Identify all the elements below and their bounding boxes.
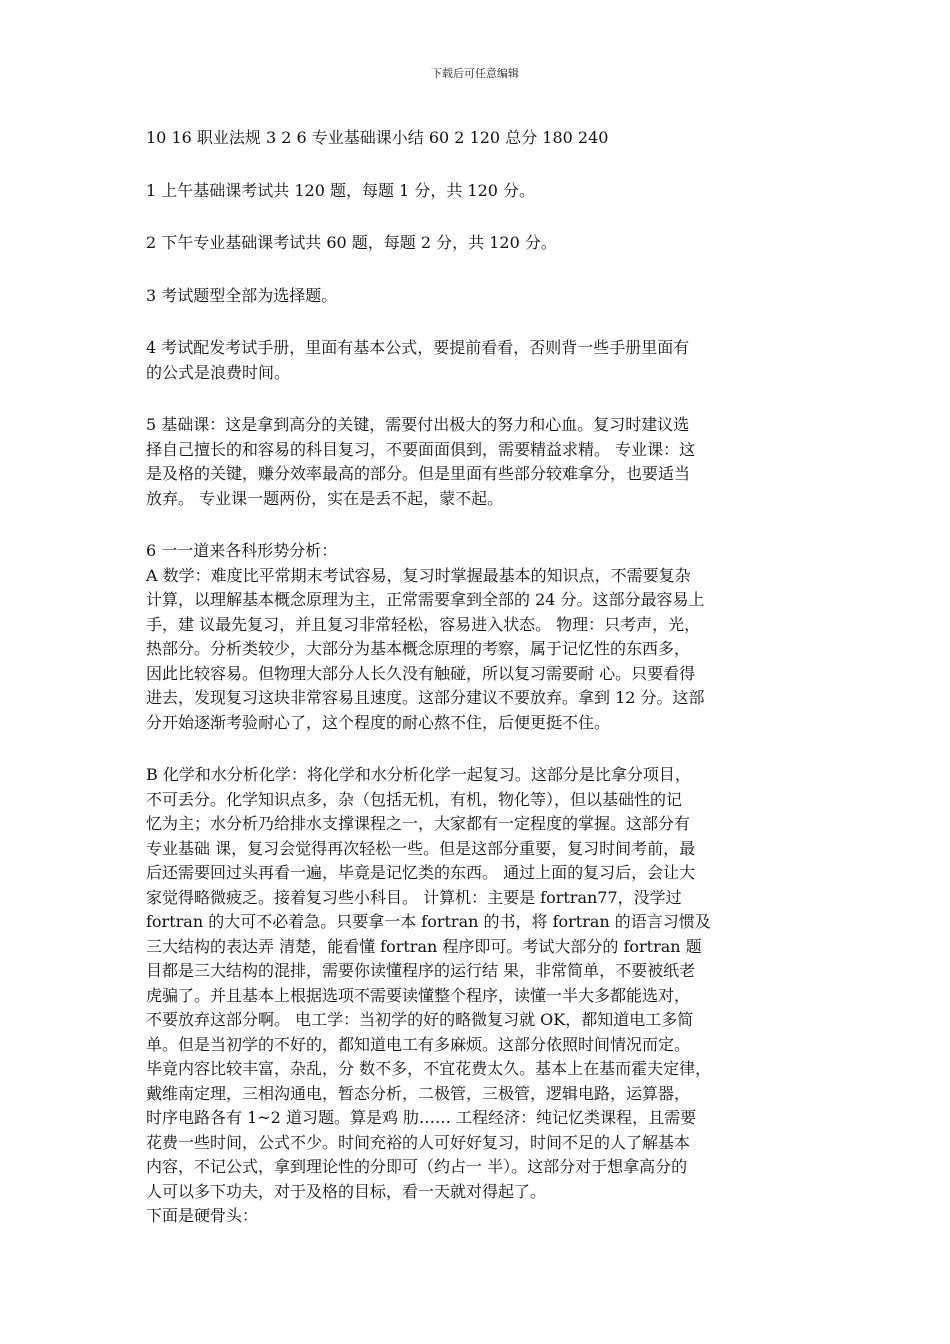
text-line: 忆为主；水分析乃给排水支撑课程之一，大家都有一定程度的掌握。这部分有 xyxy=(146,814,691,833)
text-line: 分开始逐渐考验耐心了，这个程度的耐心熬不住，后便更挺不住。 xyxy=(146,712,611,732)
text-line: 的公式是浪费时间。 xyxy=(146,362,291,382)
text-line: 10 16 职业法规 3 2 6 专业基础课小结 60 2 120 总分 180 240 xyxy=(146,128,609,147)
text-line: 5 基础课：这是拿到高分的关键，需要付出极大的努力和心血。复习时建议选 xyxy=(146,415,690,434)
text-line: 花费一些时间，公式不少。时间充裕的人可好好复习，时间不足的人了解基本 xyxy=(146,1132,691,1152)
text-line: 手，建 议最先复习，并且复习非常轻松，容易进入状态。 物理：只考声，光， xyxy=(146,614,701,634)
paragraph-subject-analysis-a xyxy=(146,539,818,735)
paragraph-basic-courses xyxy=(146,413,818,511)
text-line: 虎骗了。并且基本上根据选项不需要读懂整个程序，读懂一半大多都能选对， xyxy=(146,985,691,1005)
paragraph-afternoon-exam xyxy=(146,231,818,256)
text-line: 家觉得略微疲乏。接着复习些小科目。 计算机：主要是 fortran77，没学过 xyxy=(146,887,682,907)
text-line: 不要放弃这部分啊。 电工学：当初学的好的略微复习就 OK，都知道电工多简 xyxy=(146,1010,694,1029)
text-line: 进去，发现复习这块非常容易且速度。这部分建议不要放弃。拿到 12 分。这部 xyxy=(146,688,705,707)
document-body xyxy=(146,126,818,1229)
paragraph-score-table xyxy=(146,126,818,151)
text-line: 3 考试题型全部为选择题。 xyxy=(146,285,338,305)
text-line: A 数学：难度比平常期末考试容易，复习时掌握最基本的知识点，不需要复杂 xyxy=(146,565,691,585)
text-line: 不可丢分。化学知识点多，杂（包括无机，有机，物化等），但以基础性的记 xyxy=(146,789,683,809)
text-line: 时序电路各有 1~2 道习题。算是鸡 肋…… 工程经济：纯记忆类课程，且需要 xyxy=(146,1108,697,1127)
text-line: 专业基础 课，复习会觉得再次轻松一些。但是这部分重要，复习时间考前，最 xyxy=(146,838,696,858)
text-line: 毕竟内容比较丰富，杂乱，分 数不多，不宜花费太久。基本上在基而霍夫定律， xyxy=(146,1059,712,1078)
text-line: 热部分。分析类较少，大部分为基本概念原理的考察，属于记忆性的东西多， xyxy=(146,639,691,658)
text-line: 6 一一道来各科形势分析： xyxy=(146,541,338,560)
text-line: 因此比较容易。但物理大部分人长久没有触碰，所以复习需要耐 心。只要看得 xyxy=(146,663,696,683)
text-line: 2 下午专业基础课考试共 60 题，每题 2 分，共 120 分。 xyxy=(146,233,557,252)
text-line: 目都是三大结构的混排，需要你读懂程序的运行结 果，非常简单，不要被纸老 xyxy=(146,961,696,980)
text-line: 放弃。 专业课一题两份，实在是丢不起，蒙不起。 xyxy=(146,488,504,508)
text-line: B 化学和水分析化学：将化学和水分析化学一起复习。这部分是比拿分项目， xyxy=(146,765,691,784)
text-line: 计算，以理解基本概念原理为主，正常需要拿到全部的 24 分。这部分最容易上 xyxy=(146,590,705,609)
paragraph-subject-analysis-b xyxy=(146,763,818,1229)
text-line: 戴维南定理，三相沟通电，暂态分析，二极管，三极管，逻辑电路，运算器， xyxy=(146,1083,691,1103)
paragraph-morning-exam xyxy=(146,179,818,204)
text-line: 人可以多下功夫，对于及格的目标，看一天就对得起了。 xyxy=(146,1181,547,1201)
text-line: 后还需要回过头再看一遍，毕竟是记忆类的东西。 通过上面的复习后，会让大 xyxy=(146,863,696,882)
page-header: 下载后可任意编辑 xyxy=(431,67,519,80)
text-line: 下面是硬骨头： xyxy=(146,1206,259,1225)
text-line: 三大结构的表达弄 清楚，能看懂 fortran 程序即可。考试大部分的 fortran 题 xyxy=(146,936,702,956)
paragraph-exam-handbook xyxy=(146,336,818,385)
text-line: 内容，不记公式，拿到理论性的分即可（约占一 半）。这部分对于想拿高分的 xyxy=(146,1157,688,1176)
text-line: fortran 的大可不必着急。只要拿一本 fortran 的书，将 fortran 的语言习惯及 xyxy=(146,912,711,931)
text-line: 单。但是当初学的不好的，都知道电工有多麻烦。这部分依照时间情况而定。 xyxy=(146,1034,691,1054)
text-line: 4 考试配发考试手册，里面有基本公式，要提前看看，否则背一些手册里面有 xyxy=(146,338,690,357)
text-line: 是及格的关键，赚分效率最高的部分。但是里面有些部分较难拿分，也要适当 xyxy=(146,464,691,483)
paragraph-question-type xyxy=(146,284,818,309)
text-line: 1 上午基础课考试共 120 题，每题 1 分，共 120 分。 xyxy=(146,180,536,200)
text-line: 择自己擅长的和容易的科目复习，不要面面俱到，需要精益求精。 专业课：这 xyxy=(146,439,696,459)
